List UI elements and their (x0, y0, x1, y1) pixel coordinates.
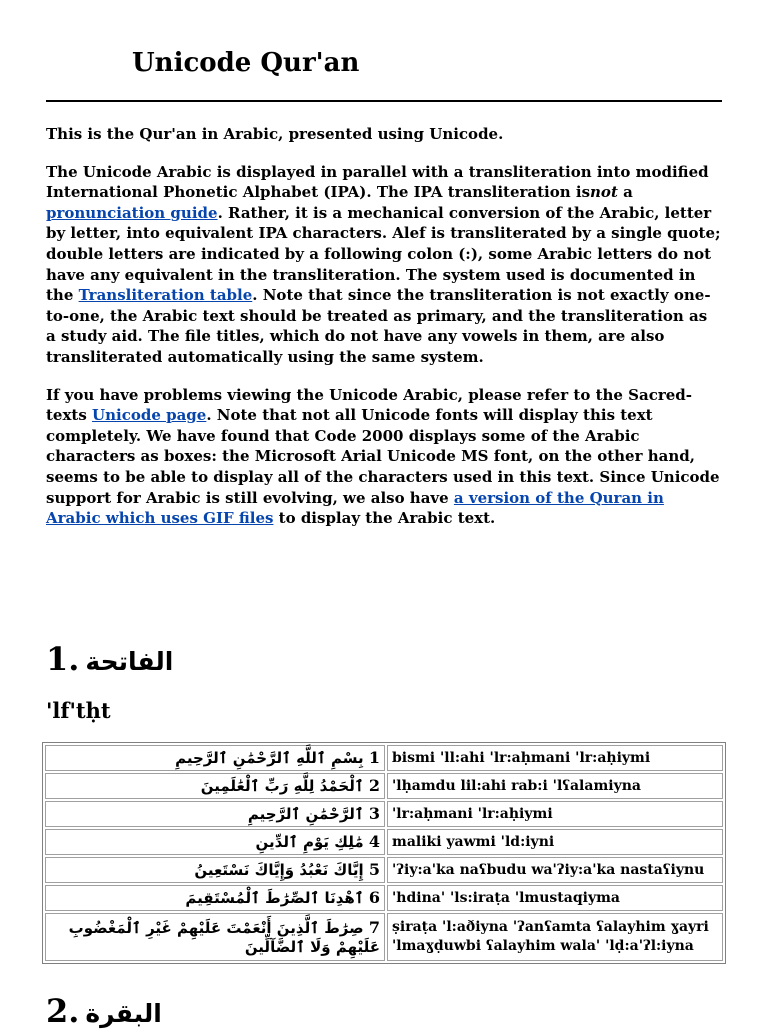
intro-text: . Note that since the transliteration is not exactly one-to-one, the Arabic text should be treated as primary, and the transliteration as a study aid. The file titles, which do not have any vowels in them, are also transliterated automatically using the same system. (46, 286, 711, 366)
surah-heading (46, 992, 162, 1030)
verse-arabic-text: بِسْمِ ٱللَّهِ ٱلرَّحْمَٰنِ ٱلرَّحِيمِ (175, 749, 364, 767)
verse-transliteration: 'ʔiy:a'ka naʕbudu wa'ʔiy:a'ka nastaʕiynu (387, 857, 723, 883)
verse-arabic-cell (45, 801, 385, 827)
verse-transliteration: maliki yawmi 'ld:iyni (387, 829, 723, 855)
verse-number: 7 (368, 917, 380, 937)
verse-arabic-text: مَٰلِكِ يَوْمِ ٱلدِّينِ (255, 833, 364, 851)
table-row (45, 773, 723, 799)
verse-number: 3 (368, 804, 380, 823)
verse-number: 2 (368, 776, 380, 795)
transliteration-table-link[interactable]: Transliteration table (78, 286, 253, 305)
surah-arabic-name: البقرة (85, 999, 162, 1028)
verse-transliteration: ṣiraṭa 'l:aðiyna 'ʔanʕamta ʕalayhim ɣayri 'lmaɣḍuwbi ʕalayhim wala' 'lḍ:a'ʔl:iyna (387, 913, 723, 961)
intro-paragraph-3 (46, 385, 722, 529)
title-divider (46, 100, 722, 102)
intro-text: . Note that not all Unicode fonts will display this text completely. We have found that Code 2000 displays some of the Arabic characters as boxes: the Microsoft Arial Unicode MS font, on the other hand, seems to be able to display all of the characters used in this text. Since Unicode support for Arabic is still evolving, we also have (46, 406, 720, 507)
verse-arabic-text: ٱلرَّحْمَٰنِ ٱلرَّحِيمِ (247, 805, 364, 823)
verse-number: 4 (368, 832, 380, 851)
verse-arabic-cell (45, 885, 385, 911)
verse-arabic-text: إِيَّاكَ نَعْبُدُ وَإِيَّاكَ نَسْتَعِينُ (194, 861, 364, 879)
table-row (45, 745, 723, 771)
table-row (45, 801, 723, 827)
table-row (45, 857, 723, 883)
verse-arabic-cell (45, 829, 385, 855)
intro-text: This is the Qur'an in Arabic, presented using Unicode. (46, 125, 504, 143)
emphasis-not: not (590, 183, 618, 202)
verse-transliteration: 'hdina' 'ls:iraṭa 'lmustaqiyma (387, 885, 723, 911)
verse-arabic-cell (45, 745, 385, 771)
verse-arabic-text: ٱهْدِنَا ٱلصِّرَٰطَ ٱلْمُسْتَقِيمَ (185, 889, 364, 907)
pronunciation-guide-link[interactable]: pronunciation guide (46, 203, 218, 222)
table-row (45, 829, 723, 855)
verse-arabic-text: صِرَٰطَ ٱلَّذِينَ أَنْعَمْتَ عَلَيْهِمْ غَيْرِ ٱلْمَغْضُوبِ عَلَيْهِمْ وَلَا ٱلضَّآلِّينَ (68, 918, 380, 956)
verse-transliteration: 'lr:aḥmani 'lr:aḥiymi (387, 801, 723, 827)
verse-arabic-cell (45, 773, 385, 799)
surah-number: 2. (46, 992, 80, 1030)
surah-heading (46, 640, 173, 678)
verse-arabic-cell (45, 913, 385, 961)
intro-section (46, 124, 722, 546)
table-row (45, 913, 723, 961)
verse-arabic-text: ٱلْحَمْدُ لِلَّهِ رَبِّ ٱلْعَٰلَمِينَ (200, 777, 364, 795)
verse-number: 6 (368, 888, 380, 907)
verse-number: 5 (368, 860, 380, 879)
verse-number: 1 (368, 748, 380, 767)
unicode-page-link[interactable]: Unicode page (92, 406, 207, 425)
verse-arabic-cell (45, 857, 385, 883)
gif-version-link[interactable]: a version of the Quran in Arabic which uses GIF files (46, 488, 664, 528)
surah-number: 1. (46, 640, 80, 678)
intro-paragraph-1 (46, 124, 722, 145)
intro-text: The Unicode Arabic is displayed in parallel with a transliteration into modified International Phonetic Alphabet (IPA). The IPA transliteration is (46, 162, 709, 202)
surah-arabic-name: الفاتحة (85, 647, 174, 676)
verse-transliteration: bismi 'll:ahi 'lr:aḥmani 'lr:aḥiymi (387, 745, 723, 771)
intro-paragraph-2 (46, 162, 722, 368)
intro-text: If you have problems viewing the Unicode Arabic, please refer to the Sacred-texts (46, 385, 693, 425)
page-title: Unicode Qur'an (132, 48, 360, 78)
intro-text: to display the Arabic text. (273, 509, 496, 528)
table-row (45, 885, 723, 911)
surah-transliterated-name: 'lf'tḥt (46, 698, 111, 723)
intro-text: . Rather, it is a mechanical conversion of the Arabic, letter by letter, into equivalent IPA characters. Alef is transliterated by a single quote; double letters are indicated by a following colon (:), some Arabic letters do not have any equivalent in the transliteration. The system used is documented in the (46, 203, 721, 305)
intro-text: a (617, 183, 633, 202)
verses-table (42, 742, 726, 964)
verse-transliteration: 'lḥamdu lil:ahi rab:i 'lʕalamiyna (387, 773, 723, 799)
